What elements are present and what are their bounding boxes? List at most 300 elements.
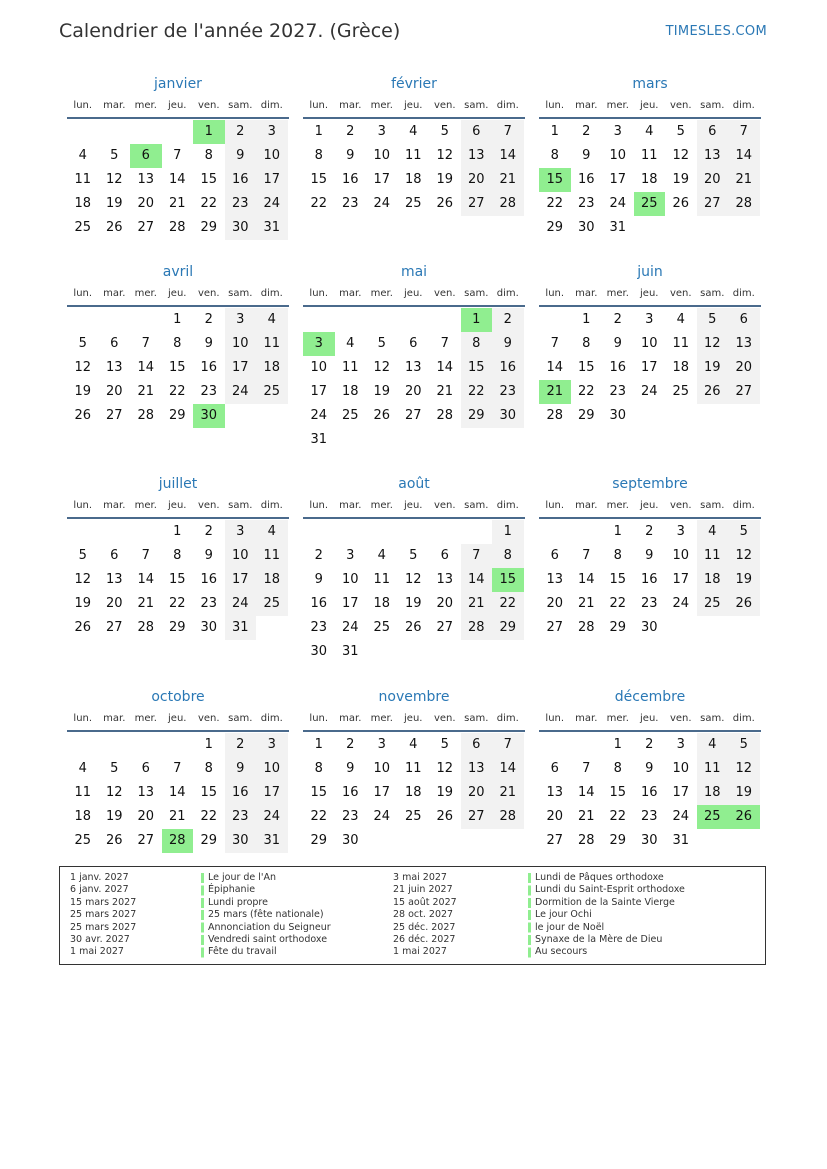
day-cell: 2 (204, 524, 213, 539)
day-cell: 29 (310, 833, 328, 848)
day-cell: 14 (492, 144, 524, 168)
weekday-label: mar. (103, 288, 126, 299)
day-cell: 29 (200, 220, 218, 235)
day-cell: 8 (613, 761, 622, 776)
day-cell: 27 (461, 805, 493, 829)
day-cell: 28 (492, 192, 524, 216)
day-cell: 13 (461, 757, 493, 781)
holiday-dates-right (393, 872, 457, 959)
day-cell: 27 (404, 408, 422, 423)
day-cell: 8 (492, 544, 524, 568)
weekday-header (303, 96, 525, 119)
weekday-label: sam. (700, 500, 725, 511)
site-link[interactable]: TIMESLES.COM (665, 24, 767, 39)
holiday-legend (59, 866, 766, 965)
day-cell: 30 (609, 408, 627, 423)
day-cell: 10 (640, 336, 658, 351)
weekday-label: mar. (103, 500, 126, 511)
empty-cell (67, 120, 99, 144)
weekday-label: lun. (73, 713, 93, 724)
days-grid (539, 520, 761, 640)
day-cell: 1 (314, 737, 323, 752)
day-cell: 13 (461, 144, 493, 168)
weekday-label: mar. (339, 713, 362, 724)
day-cell: 18 (74, 809, 92, 824)
empty-cell (398, 308, 430, 332)
day-cell: 11 (74, 785, 92, 800)
day-cell: 20 (697, 168, 729, 192)
month-name: août (398, 476, 430, 492)
day-cell: 5 (676, 124, 685, 139)
day-cell: 9 (225, 757, 257, 781)
day-cell: 19 (436, 785, 454, 800)
day-cell: 15 (168, 572, 186, 587)
day-cell: 1 (173, 312, 182, 327)
day-cell: 8 (461, 332, 493, 356)
day-cell: 21 (137, 596, 155, 611)
holiday-name: Le jour Ochi (535, 909, 592, 921)
day-cell: 1 (314, 124, 323, 139)
empty-cell (99, 520, 131, 544)
day-cell: 19 (436, 172, 454, 187)
day-cell: 22 (609, 596, 627, 611)
empty-cell (429, 308, 461, 332)
day-cell: 20 (105, 384, 123, 399)
month-block (539, 72, 761, 240)
day-cell: 16 (609, 360, 627, 375)
day-cell: 3 (225, 308, 257, 332)
empty-cell (335, 520, 367, 544)
day-cell: 3 (613, 124, 622, 139)
day-cell: 16 (225, 168, 257, 192)
holiday-day-cell: 26 (728, 805, 760, 829)
day-cell: 25 (672, 384, 690, 399)
day-cell: 20 (105, 596, 123, 611)
day-cell: 21 (168, 809, 186, 824)
weekday-label: lun. (73, 100, 93, 111)
day-cell: 2 (346, 124, 355, 139)
day-cell: 22 (310, 196, 328, 211)
weekday-label: dim. (496, 288, 519, 299)
holiday-marker-bar (201, 873, 204, 960)
day-cell: 18 (697, 568, 729, 592)
weekday-label: sam. (700, 288, 725, 299)
day-cell: 30 (225, 216, 257, 240)
day-cell: 28 (461, 616, 493, 640)
day-cell: 26 (436, 196, 454, 211)
day-cell: 10 (373, 148, 391, 163)
day-cell: 20 (546, 596, 564, 611)
day-cell: 17 (672, 785, 690, 800)
day-cell: 26 (373, 408, 391, 423)
day-cell: 11 (256, 332, 288, 356)
weekday-label: sam. (464, 500, 489, 511)
weekday-label: sam. (464, 713, 489, 724)
day-cell: 8 (582, 336, 591, 351)
day-cell: 31 (672, 833, 690, 848)
day-cell: 11 (640, 148, 658, 163)
month-name: juillet (158, 476, 198, 492)
day-cell: 24 (225, 592, 257, 616)
day-cell: 11 (697, 757, 729, 781)
month-name: janvier (154, 76, 202, 92)
empty-cell (571, 520, 603, 544)
weekday-label: jeu. (168, 288, 187, 299)
day-cell: 27 (105, 620, 123, 635)
day-cell: 4 (256, 520, 288, 544)
day-cell: 19 (74, 596, 92, 611)
weekday-label: sam. (464, 100, 489, 111)
day-cell: 16 (200, 360, 218, 375)
empty-cell (67, 520, 99, 544)
holiday-day-cell: 1 (461, 308, 493, 332)
day-cell: 2 (645, 524, 654, 539)
day-cell: 23 (341, 809, 359, 824)
days-grid (303, 308, 525, 452)
day-cell: 26 (672, 196, 690, 211)
holiday-name: Fête du travail (208, 946, 277, 958)
holiday-name: Synaxe de la Mère de Dieu (535, 934, 663, 946)
weekday-label: mar. (339, 288, 362, 299)
day-cell: 7 (440, 336, 449, 351)
day-cell: 23 (225, 192, 257, 216)
holiday-name: Lundi propre (208, 896, 268, 908)
month-block (303, 260, 525, 452)
day-cell: 12 (436, 148, 454, 163)
day-cell: 14 (137, 360, 155, 375)
day-cell: 1 (613, 524, 622, 539)
day-cell: 23 (225, 805, 257, 829)
weekday-header (303, 709, 525, 732)
day-cell: 1 (582, 312, 591, 327)
day-cell: 24 (373, 809, 391, 824)
day-cell: 20 (728, 356, 760, 380)
days-grid (539, 120, 761, 240)
day-cell: 3 (676, 524, 685, 539)
weekday-label: dim. (496, 500, 519, 511)
holiday-day-cell: 15 (539, 168, 571, 192)
day-cell: 19 (697, 356, 729, 380)
page-title: Calendrier de l'année 2027. (Grèce) (59, 20, 401, 42)
holiday-day-cell: 6 (130, 144, 162, 168)
holiday-names-right (535, 872, 685, 959)
weekday-label: jeu. (168, 713, 187, 724)
day-cell: 15 (168, 360, 186, 375)
day-cell: 9 (613, 336, 622, 351)
day-cell: 15 (200, 172, 218, 187)
day-cell: 9 (582, 148, 591, 163)
weekday-label: mer. (134, 500, 157, 511)
weekday-label: sam. (228, 100, 253, 111)
day-cell: 12 (105, 785, 123, 800)
day-cell: 6 (409, 336, 418, 351)
holiday-date: 3 mai 2027 (393, 872, 447, 883)
empty-cell (398, 520, 430, 544)
day-cell: 9 (645, 548, 654, 563)
weekday-label: dim. (732, 100, 755, 111)
day-cell: 23 (577, 196, 595, 211)
day-cell: 19 (105, 809, 123, 824)
day-cell: 13 (137, 172, 155, 187)
day-cell: 31 (256, 216, 288, 240)
day-cell: 12 (74, 572, 92, 587)
weekday-label: lun. (73, 500, 93, 511)
month-name: mars (632, 76, 668, 92)
weekday-label: mar. (339, 500, 362, 511)
holiday-day-cell: 21 (539, 380, 571, 404)
day-cell: 14 (728, 144, 760, 168)
day-cell: 12 (74, 360, 92, 375)
day-cell: 24 (640, 384, 658, 399)
day-cell: 11 (404, 761, 422, 776)
day-cell: 14 (168, 785, 186, 800)
day-cell: 12 (105, 172, 123, 187)
weekday-label: ven. (197, 100, 220, 111)
weekday-label: sam. (464, 288, 489, 299)
day-cell: 6 (728, 308, 760, 332)
weekday-label: jeu. (404, 100, 423, 111)
weekday-label: mer. (370, 713, 393, 724)
day-cell: 20 (436, 596, 454, 611)
weekday-label: mer. (606, 500, 629, 511)
holiday-date: 1 janv. 2027 (70, 872, 129, 883)
day-cell: 16 (310, 596, 328, 611)
day-cell: 8 (173, 548, 182, 563)
day-cell: 5 (110, 148, 119, 163)
day-cell: 29 (577, 408, 595, 423)
day-cell: 28 (492, 805, 524, 829)
weekday-label: mer. (606, 100, 629, 111)
day-cell: 3 (256, 120, 288, 144)
weekday-label: ven. (669, 500, 692, 511)
weekday-header (67, 496, 289, 519)
day-cell: 21 (492, 168, 524, 192)
day-cell: 28 (546, 408, 564, 423)
day-cell: 25 (74, 220, 92, 235)
month-block (67, 72, 289, 240)
day-cell: 26 (105, 220, 123, 235)
month-block (303, 472, 525, 664)
day-cell: 12 (672, 148, 690, 163)
holiday-name: Au secours (535, 946, 588, 958)
day-cell: 30 (225, 829, 257, 853)
day-cell: 17 (609, 172, 627, 187)
day-cell: 15 (609, 572, 627, 587)
day-cell: 25 (373, 620, 391, 635)
day-cell: 2 (645, 737, 654, 752)
holiday-day-cell: 25 (697, 805, 729, 829)
day-cell: 13 (137, 785, 155, 800)
day-cell: 7 (141, 548, 150, 563)
day-cell: 7 (582, 548, 591, 563)
empty-cell (99, 120, 131, 144)
holiday-name: Dormition de la Sainte Vierge (535, 896, 675, 908)
days-grid (303, 520, 525, 664)
day-cell: 25 (341, 408, 359, 423)
day-cell: 17 (225, 568, 257, 592)
day-cell: 16 (225, 781, 257, 805)
day-cell: 10 (341, 572, 359, 587)
day-cell: 21 (461, 592, 493, 616)
empty-cell (303, 520, 335, 544)
day-cell: 28 (577, 833, 595, 848)
day-cell: 1 (173, 524, 182, 539)
weekday-label: jeu. (640, 100, 659, 111)
day-cell: 15 (310, 785, 328, 800)
day-cell: 5 (728, 520, 760, 544)
day-cell: 3 (256, 733, 288, 757)
day-cell: 27 (105, 408, 123, 423)
empty-cell (162, 733, 194, 757)
day-cell: 11 (74, 172, 92, 187)
day-cell: 3 (346, 548, 355, 563)
holiday-marker-bar (528, 873, 531, 960)
days-grid (539, 733, 761, 853)
day-cell: 10 (310, 360, 328, 375)
day-cell: 12 (728, 544, 760, 568)
month-block (303, 685, 525, 853)
holiday-name: Le jour de l'An (208, 872, 277, 883)
day-cell: 22 (609, 809, 627, 824)
weekday-label: jeu. (640, 288, 659, 299)
weekday-header (539, 496, 761, 519)
day-cell: 5 (440, 124, 449, 139)
month-name: mai (400, 264, 428, 280)
day-cell: 19 (728, 568, 760, 592)
day-cell: 26 (697, 380, 729, 404)
day-cell: 13 (105, 572, 123, 587)
day-cell: 12 (373, 360, 391, 375)
month-name: février (391, 76, 437, 92)
weekday-label: lun. (309, 288, 329, 299)
holiday-day-cell: 28 (162, 829, 194, 853)
day-cell: 21 (492, 781, 524, 805)
holiday-dates-left (70, 872, 136, 959)
month-name: octobre (151, 689, 205, 705)
day-cell: 17 (225, 356, 257, 380)
day-cell: 2 (582, 124, 591, 139)
day-cell: 5 (440, 737, 449, 752)
day-cell: 17 (256, 781, 288, 805)
day-cell: 27 (728, 380, 760, 404)
day-cell: 24 (310, 408, 328, 423)
day-cell: 5 (409, 548, 418, 563)
day-cell: 11 (373, 572, 391, 587)
empty-cell (99, 308, 131, 332)
weekday-label: jeu. (404, 713, 423, 724)
day-cell: 23 (492, 380, 524, 404)
weekday-label: mar. (575, 713, 598, 724)
weekday-label: ven. (433, 100, 456, 111)
holiday-date: 30 avr. 2027 (70, 934, 130, 946)
holiday-day-cell: 3 (303, 332, 335, 356)
weekday-label: mer. (370, 100, 393, 111)
holiday-date: 25 mars 2027 (70, 909, 137, 921)
day-cell: 9 (645, 761, 654, 776)
weekday-label: jeu. (640, 713, 659, 724)
weekday-label: mer. (370, 500, 393, 511)
day-cell: 20 (461, 168, 493, 192)
day-cell: 26 (404, 620, 422, 635)
weekday-label: dim. (260, 100, 283, 111)
day-cell: 27 (697, 192, 729, 216)
day-cell: 19 (728, 781, 760, 805)
day-cell: 7 (550, 336, 559, 351)
day-cell: 15 (461, 356, 493, 380)
weekday-label: lun. (545, 500, 565, 511)
day-cell: 15 (310, 172, 328, 187)
day-cell: 16 (492, 356, 524, 380)
day-cell: 10 (225, 544, 257, 568)
day-cell: 2 (225, 120, 257, 144)
holiday-day-cell: 1 (193, 120, 225, 144)
day-cell: 14 (461, 568, 493, 592)
day-cell: 31 (609, 220, 627, 235)
day-cell: 22 (577, 384, 595, 399)
empty-cell (429, 520, 461, 544)
day-cell: 10 (672, 761, 690, 776)
day-cell: 9 (346, 148, 355, 163)
weekday-label: ven. (197, 713, 220, 724)
day-cell: 5 (697, 308, 729, 332)
day-cell: 9 (204, 548, 213, 563)
day-cell: 22 (200, 809, 218, 824)
weekday-label: lun. (309, 500, 329, 511)
day-cell: 24 (672, 809, 690, 824)
day-cell: 11 (256, 544, 288, 568)
day-cell: 14 (577, 572, 595, 587)
holiday-day-cell: 25 (634, 192, 666, 216)
day-cell: 31 (256, 829, 288, 853)
day-cell: 29 (609, 833, 627, 848)
day-cell: 3 (225, 520, 257, 544)
day-cell: 22 (492, 592, 524, 616)
empty-cell (303, 308, 335, 332)
day-cell: 18 (697, 781, 729, 805)
day-cell: 3 (377, 124, 386, 139)
day-cell: 21 (436, 384, 454, 399)
day-cell: 17 (341, 596, 359, 611)
day-cell: 7 (141, 336, 150, 351)
day-cell: 4 (676, 312, 685, 327)
day-cell: 2 (204, 312, 213, 327)
weekday-label: mer. (134, 100, 157, 111)
day-cell: 29 (168, 620, 186, 635)
day-cell: 5 (110, 761, 119, 776)
day-cell: 19 (672, 172, 690, 187)
day-cell: 25 (404, 196, 422, 211)
day-cell: 24 (373, 196, 391, 211)
day-cell: 1 (613, 737, 622, 752)
holiday-date: 15 août 2027 (393, 896, 457, 908)
month-block (539, 472, 761, 640)
weekday-header (539, 709, 761, 732)
day-cell: 12 (728, 757, 760, 781)
weekday-label: ven. (669, 100, 692, 111)
day-cell: 30 (492, 404, 524, 428)
weekday-label: mer. (134, 288, 157, 299)
weekday-label: dim. (732, 288, 755, 299)
day-cell: 6 (141, 761, 150, 776)
holiday-date: 28 oct. 2027 (393, 909, 454, 921)
day-cell: 18 (404, 172, 422, 187)
holiday-date: 1 mai 2027 (70, 946, 124, 958)
day-cell: 13 (546, 572, 564, 587)
weekday-header (67, 284, 289, 307)
day-cell: 29 (546, 220, 564, 235)
day-cell: 25 (404, 809, 422, 824)
day-cell: 22 (546, 196, 564, 211)
